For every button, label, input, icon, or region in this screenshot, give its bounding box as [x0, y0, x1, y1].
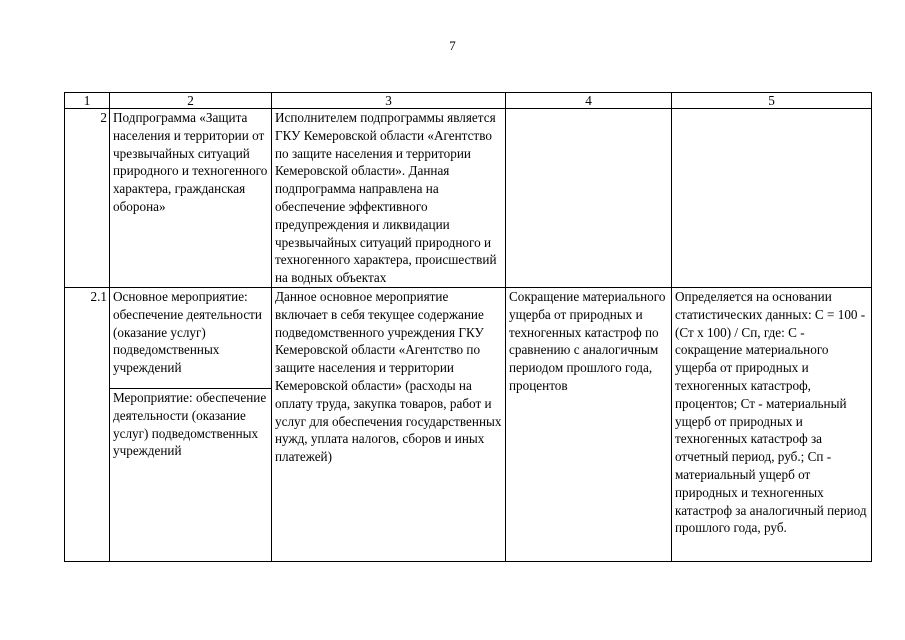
program-method	[672, 109, 872, 288]
main-measure-name: Основное мероприятие: обеспечение деятельности (оказание услуг) подведомственных учреждений	[110, 287, 272, 388]
page-number: 7	[449, 38, 456, 53]
row-number: 2	[65, 109, 110, 288]
program-description: Исполнителем подпрограммы является ГКУ Кемеровской области «Агентство по защите населения и территории Кемеровской области». Данная подпрограмма направлена на обеспечение эффективного предупреждения и ликвидации чрезвычайных ситуаций природного и техногенного характера, происшествий на водных объектах	[272, 109, 506, 288]
table-row-measure	[65, 287, 872, 388]
measure-method: Определяется на основании статистических данных: С = 100 - (Ст х 100) / Сп, где: С - сокращение материального ущерба от природных и техногенных катастроф, процентов; Ст - материальный ущерб от природных и техногенных катастроф за отчетный период, руб.; Сп - материальный ущерб от природных и техногенных катастроф за аналогичный период прошлого года, руб.	[672, 287, 872, 561]
program-name: Подпрограмма «Защита населения и территории от чрезвычайных ситуаций природного и техногенного характера, гражданская оборона»	[110, 109, 272, 288]
table-row-program	[65, 109, 872, 288]
header-cell-4: 4	[506, 93, 672, 109]
measure-indicator: Сокращение материального ущерба от природных и техногенных катастроф по сравнению с аналогичным периодом прошлого года, процентов	[506, 287, 672, 561]
document-table	[64, 92, 872, 562]
header-cell-5: 5	[672, 93, 872, 109]
row-number: 2.1	[65, 287, 110, 561]
header-cell-2: 2	[110, 93, 272, 109]
header-cell-3: 3	[272, 93, 506, 109]
table-header-row	[65, 93, 872, 109]
measure-description: Данное основное мероприятие включает в себя текущее содержание подведомственного учреждения ГКУ Кемеровской области «Агентство по защите населения и территории Кемеровской области» (расходы на оплату труда, закупка товаров, работ и услуг для обеспечения государственных нужд, уплата налогов, сборов и иных платежей)	[272, 287, 506, 561]
sub-measure-name: Мероприятие: обеспечение деятельности (оказание услуг) подведомственных учреждений	[110, 388, 272, 561]
header-cell-1: 1	[65, 93, 110, 109]
program-indicator	[506, 109, 672, 288]
